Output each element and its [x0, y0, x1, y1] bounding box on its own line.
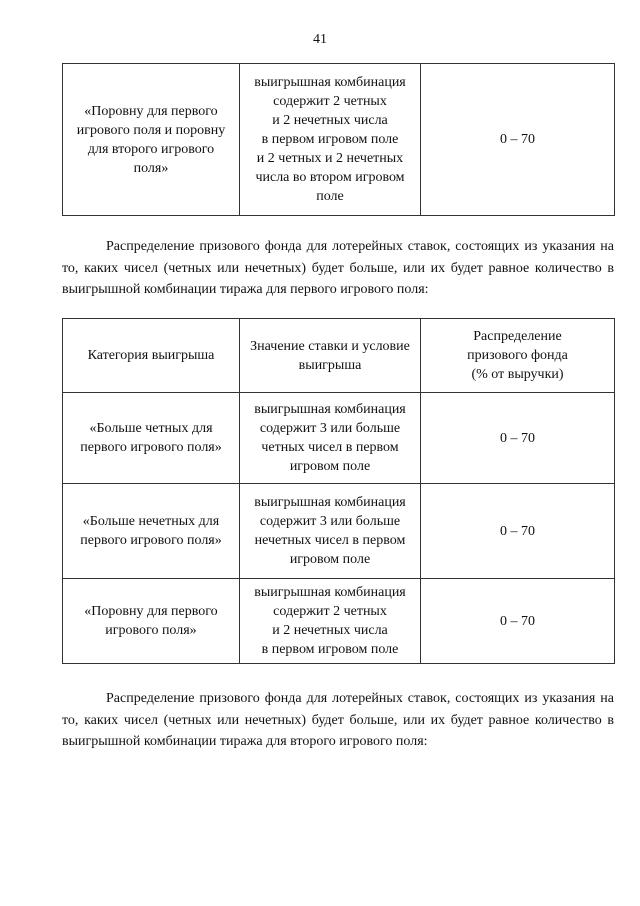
- distribution-cell: 0 – 70: [421, 393, 615, 484]
- condition-cell: выигрышная комбинация содержит 2 четных и 2 нечетных числа в первом игровом поле: [240, 579, 421, 664]
- table-header-row: [63, 319, 615, 393]
- condition-cell: выигрышная комбинация содержит 3 или больше нечетных чисел в первом игровом поле: [240, 484, 421, 579]
- distribution-cell: 0 – 70: [421, 579, 615, 664]
- category-cell: «Больше четных для первого игрового поля»: [63, 393, 240, 484]
- distribution-cell: 0 – 70: [421, 484, 615, 579]
- table-row: [63, 393, 615, 484]
- category-cell: «Больше нечетных для первого игрового поля»: [63, 484, 240, 579]
- paragraph-second-field-intro: Распределение призового фонда для лотерейных ставок, состоящих из указания на то, каких чисел (четных или нечетных) будет больше, или их будет равное количество в выигрышной комбинации тиража для второго игрового поля:: [62, 691, 614, 749]
- distribution-cell: 0 – 70: [421, 64, 615, 216]
- table-row: [63, 579, 615, 664]
- condition-cell: выигрышная комбинация содержит 2 четных и 2 нечетных числа в первом игровом поле и 2 четных и 2 нечетных числа во втором игровом поле: [240, 64, 421, 216]
- paragraph-first-field-intro: Распределение призового фонда для лотерейных ставок, состоящих из указания на то, каких чисел (четных или нечетных) будет больше, или их будет равное количество в выигрышной комбинации тиража для первого игрового поля:: [62, 239, 614, 297]
- page-number: 41: [313, 32, 327, 47]
- category-cell: «Поровну для первого игрового поля»: [63, 579, 240, 664]
- prize-table-first-field: [62, 318, 615, 664]
- table-row: [63, 484, 615, 579]
- category-cell: «Поровну для первого игрового поля и поровну для второго игрового поля»: [63, 64, 240, 216]
- header-condition: Значение ставки и условие выигрыша: [240, 319, 421, 393]
- prize-table-both-fields: [62, 63, 615, 216]
- header-distribution: Распределение призового фонда (% от выручки): [421, 319, 615, 393]
- header-category: Категория выигрыша: [63, 319, 240, 393]
- condition-cell: выигрышная комбинация содержит 3 или больше четных чисел в первом игровом поле: [240, 393, 421, 484]
- table-row: [63, 64, 615, 216]
